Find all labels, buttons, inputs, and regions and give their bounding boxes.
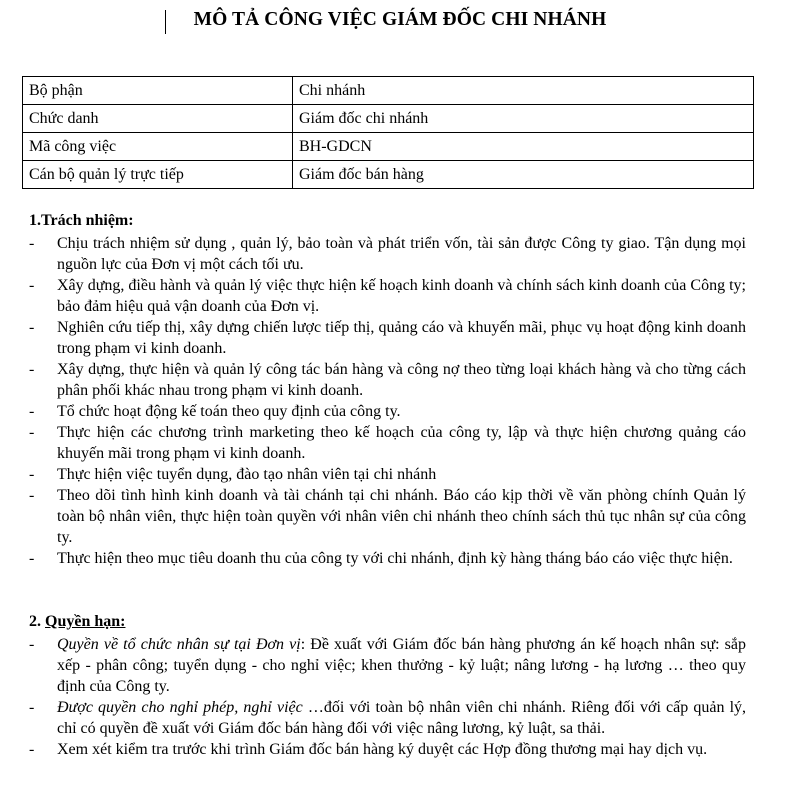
bullet-dash: - xyxy=(29,319,35,336)
bullet-dash: - xyxy=(29,741,35,758)
list-item xyxy=(29,317,746,359)
list-item-text: : Đề xuất với Giám đốc bán hàng phương án kế hoạch nhân sự: sắp xếp - phân công; tuyển dụng - cho nghỉ việc; khen thưởng - kỷ luật; nâng lương - hạ lương … theo quy định của Công ty. xyxy=(57,636,746,695)
table-row xyxy=(23,161,754,189)
list-item xyxy=(29,359,746,401)
list-item xyxy=(29,464,746,485)
table-cell-label: Mã công việc xyxy=(23,133,293,161)
bullet-dash: - xyxy=(29,636,35,653)
list-item-text: Thực hiện việc tuyển dụng, đào tạo nhân viên tại chi nhánh xyxy=(57,466,437,483)
list-item-text: Thực hiện theo mục tiêu doanh thu của công ty với chi nhánh, định kỳ hàng tháng báo cáo việc thực hiện. xyxy=(57,550,733,567)
list-item xyxy=(29,634,746,697)
bullet-dash: - xyxy=(29,487,35,504)
list-item xyxy=(29,422,746,464)
list-item-text: …đối với toàn bộ nhân viên chi nhánh. Riêng đối với cấp quản lý, chỉ có quyền đề xuất với Giám đốc bán hàng đối với việc nâng lương, kỷ luật, sa thải. xyxy=(57,699,747,737)
list-item-text: Xây dựng, thực hiện và quản lý công tác bán hàng và công nợ theo từng loại khách hàng và cho từng cách phân phối khác nhau trong phạm vi kinh doanh. xyxy=(57,361,746,399)
list-item xyxy=(29,233,746,275)
list-item-text: Thực hiện các chương trình marketing theo kế hoạch của công ty, lập và thực hiện chương quảng cáo khuyến mãi trong phạm vi kinh doanh. xyxy=(57,424,746,462)
table-row xyxy=(23,105,754,133)
table-cell-value: Giám đốc chi nhánh xyxy=(293,105,754,133)
list-item-text: Theo dõi tình hình kinh doanh và tài chánh tại chi nhánh. Báo cáo kịp thời về văn phòng chính Quản lý toàn bộ nhân viên, thực hiện toàn quyền với nhân viên chi nhánh theo chính sách thủ tục nhân sự của công ty. xyxy=(57,487,746,546)
bullet-dash: - xyxy=(29,424,35,441)
bullet-dash: - xyxy=(29,699,35,716)
list-item xyxy=(29,485,746,548)
table-cell-label: Cán bộ quản lý trực tiếp xyxy=(23,161,293,189)
list-item-emphasis: Được quyền cho nghỉ phép, nghỉ việc xyxy=(57,699,303,716)
bullet-dash: - xyxy=(29,277,35,294)
bullet-dash: - xyxy=(29,550,35,567)
list-item xyxy=(29,697,746,739)
responsibilities-list xyxy=(29,233,746,569)
list-item-text: Xây dựng, điều hành và quản lý việc thực hiện kế hoạch kinh doanh và chính sách kinh doanh của Công ty; bảo đảm hiệu quả vận doanh của Đơn vị. xyxy=(57,277,746,315)
list-item xyxy=(29,548,746,569)
bullet-dash: - xyxy=(29,466,35,483)
section-heading-text: Quyền hạn: xyxy=(45,613,126,630)
table-cell-value: BH-GDCN xyxy=(293,133,754,161)
list-item xyxy=(29,275,746,317)
table-cell-label: Chức danh xyxy=(23,105,293,133)
bullet-dash: - xyxy=(29,235,35,252)
table-cell-value: Chi nhánh xyxy=(293,77,754,105)
page-title: MÔ TẢ CÔNG VIỆC GIÁM ĐỐC CHI NHÁNH xyxy=(193,9,607,30)
list-item-emphasis: Quyền về tổ chức nhân sự tại Đơn vị xyxy=(57,636,301,653)
list-item xyxy=(29,401,746,422)
section-number: 2. xyxy=(29,613,45,630)
list-item xyxy=(29,739,746,760)
list-item-text: Nghiên cứu tiếp thị, xây dựng chiến lược tiếp thị, quảng cáo và khuyến mãi, phục vụ hoạt động kinh doanh trong phạm vi kinh doanh. xyxy=(57,319,746,357)
table-row xyxy=(23,77,754,105)
bullet-dash: - xyxy=(29,361,35,378)
table-cell-label: Bộ phận xyxy=(23,77,293,105)
list-item-text: Tổ chức hoạt động kế toán theo quy định của công ty. xyxy=(57,403,401,420)
table-row xyxy=(23,133,754,161)
section-title-authority xyxy=(29,613,125,631)
info-table xyxy=(22,76,754,189)
section-title-responsibilities: 1.Trách nhiệm: xyxy=(29,212,134,229)
table-cell-value: Giám đốc bán hàng xyxy=(293,161,754,189)
text-cursor xyxy=(165,10,166,34)
bullet-dash: - xyxy=(29,403,35,420)
authority-list xyxy=(29,634,746,760)
list-item-text: Chịu trách nhiệm sử dụng , quản lý, bảo toàn và phát triển vốn, tài sản được Công ty giao. Tận dụng mọi nguồn lực của Đơn vị một cách tối ưu. xyxy=(57,235,746,273)
list-item-text: Xem xét kiểm tra trước khi trình Giám đốc bán hàng ký duyệt các Hợp đồng thương mại hay dịch vụ. xyxy=(57,741,708,758)
